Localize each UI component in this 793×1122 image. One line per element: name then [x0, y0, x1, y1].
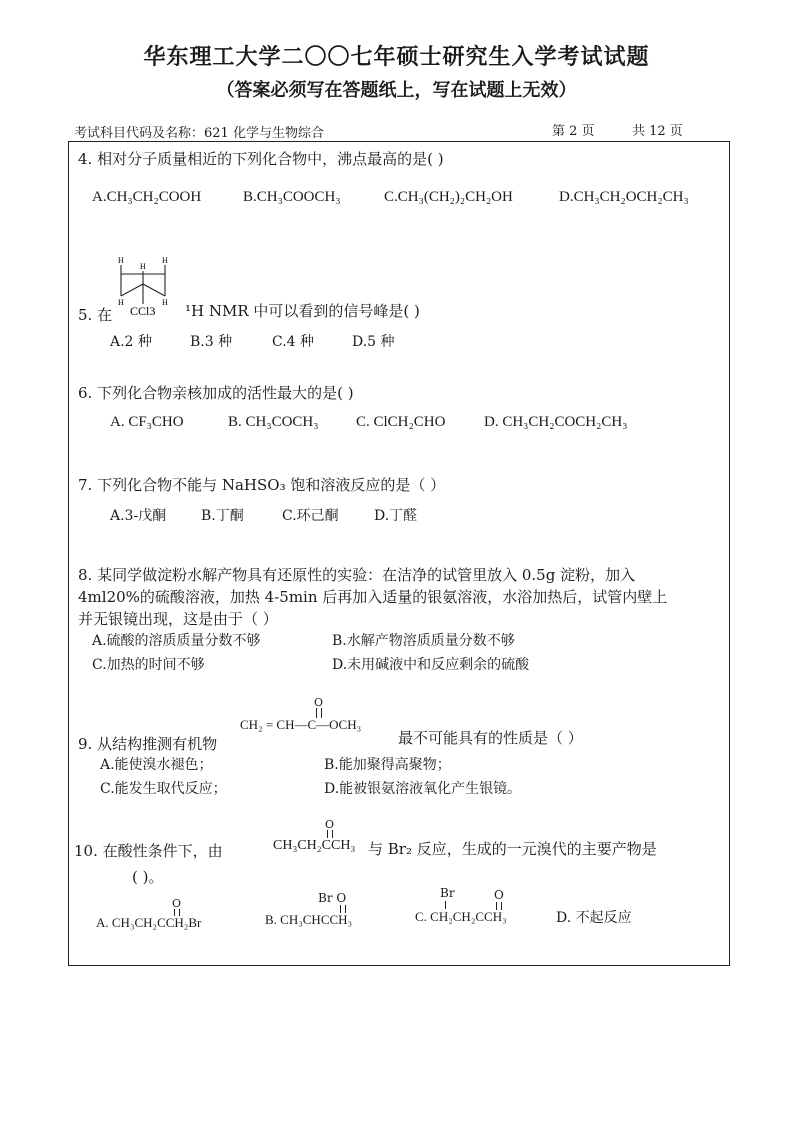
q10-carbonyl-o: O	[325, 818, 335, 831]
exam-subtitle: （答案必须写在答题纸上，写在试题上无效）	[216, 80, 577, 101]
q7-stem: 7. 下列化合物不能与 NaHSO₃ 饱和溶液反应的是（ ）	[78, 476, 446, 494]
q6-option-b: B. CH₃COCH₃	[228, 414, 319, 430]
q8-option-c: C.加热的时间不够	[92, 657, 205, 673]
q4-option-a: A.CH₃CH₂COOH	[92, 189, 202, 205]
q5-option-b: B.3 种	[190, 334, 233, 350]
q9-option-d: D.能被银氨溶液氧化产生银镜。	[324, 781, 522, 797]
q10-c-bromine-bond	[445, 901, 446, 909]
q6-option-c: C. ClCH₂CHO	[356, 414, 446, 430]
q5-option-c: C.4 种	[272, 334, 315, 350]
q9-lead: 9. 从结构推测有机物	[78, 735, 218, 753]
structure-h-atom: H	[118, 256, 124, 265]
bicyclic-structure-diagram	[108, 254, 180, 316]
q9-option-c: C.能发生取代反应；	[100, 781, 227, 797]
q5-lead: 5. 在	[78, 306, 113, 324]
q10-option-c: C. CH₂CH₂CCH₃	[415, 909, 507, 924]
q10-c-bromine: Br	[440, 886, 455, 900]
exam-title: 华东理工大学二〇〇七年硕士研究生入学考试试题	[143, 44, 650, 70]
q7-option-b: B.丁酮	[201, 508, 244, 524]
q8-line-2: 4ml20%的硫酸溶液，加热 4-5min 后再加入适量的银氨溶液，水浴加热后，试管内壁上	[78, 588, 668, 606]
q10-c-carbonyl-o: O	[494, 888, 504, 902]
q10-b-substituents: Br O	[318, 891, 347, 905]
q7-option-a: A.3-戊酮	[110, 508, 167, 524]
q10-option-b: B. CH₃CHCCH₃	[265, 912, 353, 927]
q10-double-bond	[327, 830, 333, 838]
q4-stem: 4. 相对分子质量相近的下列化合物中，沸点最高的是( )	[78, 150, 444, 168]
q8-option-d: D.未用碱液中和反应剩余的硫酸	[332, 657, 530, 673]
q10-a-carbonyl-o: O	[172, 897, 182, 910]
q4-option-d: D.CH₃CH₂OCH₂CH₃	[559, 189, 689, 205]
q9-option-b: B.能加聚得高聚物；	[324, 757, 451, 773]
q7-option-c: C.环己酮	[282, 508, 339, 524]
q9-stem-tail: 最不可能具有的性质是（ ）	[398, 729, 583, 747]
q8-option-b: B.水解产物溶质质量分数不够	[332, 633, 515, 649]
page-number: 第 2 页	[552, 124, 595, 139]
q9-option-a: A.能使溴水褪色；	[100, 757, 213, 773]
q10-formula: CH₃CH₂CCH₃	[273, 838, 356, 853]
q9-formula: CH₂ = CH—C—OCH₃	[240, 717, 362, 732]
structure-h-atom: H	[162, 256, 168, 265]
q9-carbonyl-o: O	[314, 696, 324, 709]
ccl3-label: CCl3	[130, 304, 156, 316]
q8-line-3: 并无银镜出现，这是由于（ ）	[78, 610, 278, 628]
subject-line: 考试科目代码及名称：621 化学与生物综合	[74, 126, 324, 141]
q6-option-a: A. CF₃CHO	[110, 414, 184, 430]
structure-h-atom: H	[140, 262, 146, 271]
structure-h-atom: H	[162, 298, 168, 307]
q5-option-d: D.5 种	[352, 334, 395, 350]
q5-option-a: A.2 种	[110, 334, 152, 350]
structure-h-atom: H	[118, 298, 124, 307]
q6-option-d: D. CH₃CH₂COCH₂CH₃	[484, 414, 628, 430]
q8-option-a: A.硫酸的溶质质量分数不够	[92, 633, 261, 649]
q10-lead: 10. 在酸性条件下，由	[74, 842, 223, 860]
q10-blank: ( )。	[132, 868, 164, 886]
q4-option-c: C.CH₃(CH₂)₂CH₂OH	[384, 189, 513, 205]
q10-option-d: D. 不起反应	[556, 910, 632, 926]
q10-stem-tail: 与 Br₂ 反应，生成的一元溴代的主要产物是	[368, 840, 657, 858]
q10-option-a: A. CH₃CH₂CCH₂Br	[96, 915, 202, 930]
q6-stem: 6. 下列化合物亲核加成的活性最大的是( )	[78, 384, 354, 402]
q4-option-b: B.CH₃COOCH₃	[243, 189, 341, 205]
page-total: 共 12 页	[632, 124, 683, 139]
q7-option-d: D.丁醛	[374, 508, 418, 524]
q8-line-1: 8. 某同学做淀粉水解产物具有还原性的实验：在洁净的试管里放入 0.5g 淀粉，加入	[78, 566, 636, 584]
q5-stem-rest: ¹H NMR 中可以看到的信号峰是( )	[185, 302, 420, 320]
